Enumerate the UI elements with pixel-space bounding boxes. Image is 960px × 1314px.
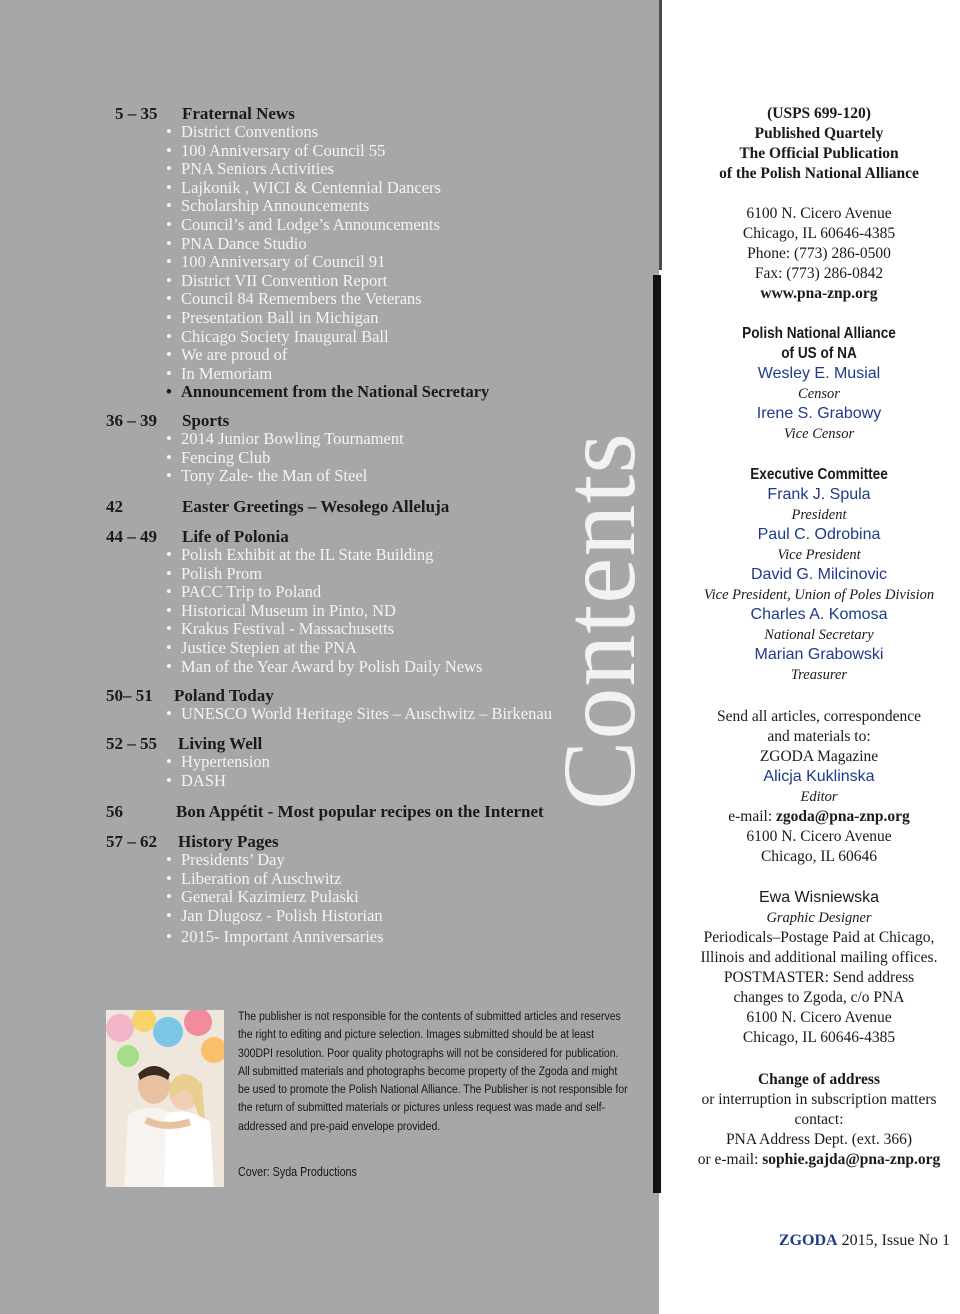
officer-name: Frank J. Spula [767, 486, 871, 503]
toc-item[interactable] [166, 546, 433, 564]
bullet-icon: • [166, 447, 172, 467]
publisher-contact [676, 204, 960, 304]
org-name: Polish National Alliance [742, 325, 896, 342]
magazine-name: ZGODA Magazine [759, 748, 879, 765]
officer-name: Irene S. Grabowy [756, 405, 882, 422]
bullet-icon: • [166, 466, 172, 486]
editor-role: Editor [800, 789, 838, 805]
bullet-icon: • [166, 140, 172, 160]
change-email-line: or e-mail: sophie.gajda@pna-znp.org [697, 1151, 941, 1168]
toc-item[interactable] [166, 142, 385, 160]
toc-item[interactable] [166, 565, 262, 583]
bullet-icon: • [166, 289, 172, 309]
toc-item[interactable] [166, 253, 385, 271]
toc-section [106, 411, 230, 431]
toc-page-range: 57 – 62 [106, 832, 157, 851]
editor-email-link[interactable]: zgoda@pna-znp.org [776, 808, 910, 825]
toc-item[interactable] [166, 705, 552, 723]
toc-item[interactable] [166, 346, 287, 364]
toc-item-label: PACC Trip to Poland [181, 582, 322, 602]
toc-item[interactable] [166, 658, 482, 676]
toc-item[interactable] [166, 851, 285, 869]
contents-heading: Contents [542, 432, 657, 810]
phone: Phone: (773) 286-0500 [747, 245, 891, 262]
bullet-icon: • [166, 752, 172, 771]
toc-item-label: District VII Convention Report [181, 270, 388, 290]
officer-role: President [791, 507, 847, 523]
bullet-icon: • [166, 850, 172, 869]
toc-item-label: 100 Anniversary of Council 55 [181, 140, 386, 160]
toc-section [106, 527, 289, 547]
publisher-disclaimer: The publisher is not responsible for the contents of submitted articles and reserves the right to editing and picture selection. Images submitted should be at least 300DPI resolution. Poor quality photographs will not be considered for publication. All submitted materials and photographs become property of the Zgoda and might be used to promote the Polish National Alliance. The Publisher is not responsible for the return of submitted materials or pictures unless request was made and self-addressed and pre-paid envelope provided. [238, 1009, 628, 1133]
toc-item[interactable] [166, 888, 359, 906]
toc-item[interactable] [166, 449, 270, 467]
editor-name: Alicja Kuklinska [763, 768, 875, 785]
executive-committee [676, 465, 960, 685]
footer-brand: ZGODA [778, 1232, 838, 1249]
bullet-icon: • [166, 868, 172, 888]
bullet-icon: • [166, 545, 172, 564]
toc-page-range: 56 [106, 802, 123, 821]
toc-section [106, 497, 450, 517]
change-heading: Change of address [757, 1071, 880, 1088]
toc-item-label: Presentation Ball in Michigan [181, 308, 379, 327]
toc-item[interactable] [166, 179, 441, 197]
toc-section-title[interactable]: Poland Today [174, 686, 274, 705]
toc-page-range: 52 – 55 [106, 734, 157, 753]
toc-page-range: 42 [106, 497, 123, 516]
toc-section [106, 686, 274, 706]
address-line: Chicago, IL 60646-4385 [742, 1029, 896, 1046]
toc-item-label: DASH [181, 770, 226, 790]
toc-item[interactable] [166, 328, 389, 346]
toc-item-label: Chicago Society Inaugural Ball [181, 326, 389, 346]
toc-section [106, 832, 279, 852]
officer-role: Censor [798, 386, 840, 402]
toc-section-title[interactable]: Sports [182, 411, 230, 430]
toc-item-label: PNA Dance Studio [181, 233, 307, 253]
toc-item[interactable] [166, 928, 384, 946]
bullet-icon: • [166, 905, 172, 925]
cover-photo [106, 1010, 224, 1187]
toc-item-label: We are proud of [181, 345, 288, 365]
officer-name: David G. Milcinovic [750, 566, 888, 583]
bullet-icon: • [166, 619, 172, 639]
toc-item-label: Hypertension [181, 752, 270, 771]
toc-item-label: Justice Stepien at the PNA [181, 638, 357, 657]
toc-page-range: 44 – 49 [106, 527, 157, 546]
fax: Fax: (773) 286-0842 [754, 265, 884, 282]
toc-item-label: Council 84 Remembers the Veterans [181, 289, 422, 309]
toc-section-title[interactable]: Bon Appétit - Most popular recipes on the Internet [176, 802, 544, 821]
toc-item-label: UNESCO World Heritage Sites – Auschwitz – Birkenau [181, 704, 552, 723]
toc-section [106, 734, 263, 754]
toc-item[interactable] [166, 639, 357, 657]
bullet-icon: • [166, 429, 172, 448]
postmaster-text: POSTMASTER: Send address [723, 969, 915, 986]
editorial-contact [676, 707, 960, 867]
postal-info [676, 888, 960, 1048]
bullet-icon: • [166, 638, 172, 657]
address-line: 6100 N. Cicero Avenue [746, 1009, 892, 1026]
masthead [676, 104, 960, 184]
officer-role: Vice Censor [783, 426, 855, 442]
officer-role: Treasurer [790, 667, 848, 683]
website-link[interactable]: www.pna-znp.org [760, 285, 878, 302]
bullet-icon: • [166, 215, 172, 234]
toc-item[interactable] [166, 772, 226, 790]
toc-item[interactable] [166, 620, 394, 638]
bullet-icon: • [166, 927, 172, 947]
toc-item[interactable] [166, 309, 379, 327]
address-line: 6100 N. Cicero Avenue [746, 205, 892, 222]
usps-number: (USPS 699-120) [767, 105, 871, 122]
bullet-icon: • [166, 563, 172, 583]
toc-item-label: Historical Museum in Pinto, ND [181, 600, 396, 620]
footer-issue: , Issue No 1 [873, 1232, 950, 1249]
officer-name: Charles A. Komosa [750, 606, 888, 623]
officer-name: Paul C. Odrobina [757, 526, 881, 543]
toc-item[interactable] [166, 197, 369, 215]
cover-credit: Cover: Syda Productions [238, 1165, 357, 1179]
toc-item-label: Polish Prom [181, 563, 263, 583]
official-publication: The Official Publication [739, 145, 899, 162]
publisher-name: of the Polish National Alliance [719, 165, 919, 182]
toc-section [106, 802, 544, 822]
toc-item[interactable] [166, 290, 422, 308]
designer-role: Graphic Designer [766, 910, 872, 926]
toc-item[interactable] [166, 383, 489, 401]
toc-item-label: Jan Dlugosz - Polish Historian [181, 905, 383, 925]
toc-item-label: 2014 Junior Bowling Tournament [181, 429, 404, 448]
postmaster-text: changes to Zgoda, c/o PNA [733, 989, 905, 1006]
toc-item-label: Polish Exhibit at the IL State Building [181, 545, 434, 564]
officer-role: Vice President [777, 547, 861, 563]
toc-item-label: 100 Anniversary of Council 91 [181, 252, 386, 272]
bullet-icon: • [166, 196, 172, 216]
change-email-link[interactable]: sophie.gajda@pna-znp.org [762, 1151, 941, 1168]
toc-item-label: Council’s and Lodge’s Announcements [181, 215, 440, 234]
officers [676, 324, 960, 444]
toc-item-label: Liberation of Auschwitz [181, 868, 342, 888]
change-of-address [676, 1070, 960, 1170]
toc-item[interactable] [166, 753, 270, 771]
toc-item-label: District Conventions [181, 122, 319, 141]
toc-section-title[interactable]: Easter Greetings – Wesołego Alleluja [182, 497, 450, 516]
toc-item-label: 2015- Important Anniversaries [181, 927, 384, 947]
toc-item[interactable] [166, 272, 387, 290]
bullet-icon: • [166, 345, 172, 365]
toc-item[interactable] [166, 430, 404, 448]
address-line: Chicago, IL 60646 [760, 848, 878, 865]
address-line: Chicago, IL 60646-4385 [742, 225, 896, 242]
toc-item[interactable] [166, 602, 396, 620]
toc-page-range: 50– 51 [106, 686, 153, 705]
toc-item-label: Lajkonik , WICI & Centennial Dancers [181, 177, 441, 197]
change-text: contact: [794, 1111, 844, 1128]
toc-item[interactable] [166, 583, 321, 601]
bullet-icon: • [166, 363, 172, 383]
exec-heading: Executive Committee [750, 466, 888, 483]
bullet-icon: • [166, 159, 172, 179]
bullet-icon: • [166, 770, 172, 790]
change-text: PNA Address Dept. (ext. 366) [726, 1131, 912, 1148]
toc-item-label: General Kazimierz Pulaski [181, 887, 359, 907]
send-text: and materials to: [767, 728, 871, 745]
bullet-icon: • [166, 308, 172, 327]
change-text: or interruption in subscription matters [701, 1091, 937, 1108]
toc-item[interactable] [166, 123, 318, 141]
send-text: Send all articles, correspondence [717, 708, 921, 725]
toc-section-title[interactable]: Living Well [178, 734, 263, 753]
toc-item[interactable] [166, 907, 383, 925]
bullet-icon: • [166, 582, 172, 602]
bullet-icon: • [166, 326, 172, 346]
toc-item-label: In Memoriam [181, 363, 273, 383]
bullet-icon: • [166, 600, 172, 620]
toc-item-label: PNA Seniors Activities [181, 159, 335, 179]
footer-year: 2015 [841, 1232, 874, 1249]
address-line: 6100 N. Cicero Avenue [746, 828, 892, 845]
bullet-icon: • [166, 656, 172, 676]
toc-item[interactable] [166, 870, 341, 888]
toc-item[interactable] [166, 160, 334, 178]
bullet-icon: • [166, 122, 172, 141]
bullet-icon: • [166, 252, 172, 272]
officer-role: National Secretary [764, 627, 874, 643]
toc-section-title[interactable]: Fraternal News [182, 104, 295, 123]
editor-email-line: e-mail: zgoda@pna-znp.org [728, 808, 910, 825]
column-divider [659, 0, 662, 270]
officer-name: Wesley E. Musial [757, 365, 881, 382]
bullet-icon: • [166, 233, 172, 253]
bullet-icon: • [166, 177, 172, 197]
toc-page-range: 36 – 39 [106, 411, 157, 430]
toc-item-label: Fencing Club [181, 447, 271, 467]
designer-name: Ewa Wisniewska [758, 889, 880, 906]
toc-item-label: Presidents’ Day [181, 850, 285, 869]
bullet-icon: • [166, 704, 172, 723]
bullet-icon: • [166, 270, 172, 290]
toc-item-label: Announcement from the National Secretary [181, 382, 490, 402]
toc-section-title[interactable]: History Pages [178, 832, 279, 851]
toc-page-range: 5 – 35 [115, 104, 158, 123]
bullet-icon: • [166, 382, 172, 402]
toc-item-label: Krakus Festival - Massachusetts [181, 619, 395, 639]
toc-item[interactable] [166, 235, 307, 253]
page-footer [779, 1232, 950, 1250]
toc-item-label: Man of the Year Award by Polish Daily News [181, 656, 483, 676]
toc-item-label: Scholarship Announcements [181, 196, 370, 216]
org-name: of US of NA [781, 345, 857, 362]
toc-section-title[interactable]: Life of Polonia [182, 527, 289, 546]
toc-item-label: Tony Zale- the Man of Steel [181, 466, 368, 486]
postage-text: Periodicals–Postage Paid at Chicago, [703, 929, 935, 946]
postage-text: Illinois and additional mailing offices. [700, 949, 938, 966]
officer-role: Vice President, Union of Poles Division [703, 587, 935, 603]
toc-item[interactable] [166, 216, 440, 234]
toc-section [106, 104, 295, 124]
toc-item[interactable] [166, 467, 367, 485]
bullet-icon: • [166, 887, 172, 907]
publication-frequency: Published Quartely [754, 125, 884, 142]
officer-name: Marian Grabowski [754, 646, 884, 663]
toc-item[interactable] [166, 365, 272, 383]
